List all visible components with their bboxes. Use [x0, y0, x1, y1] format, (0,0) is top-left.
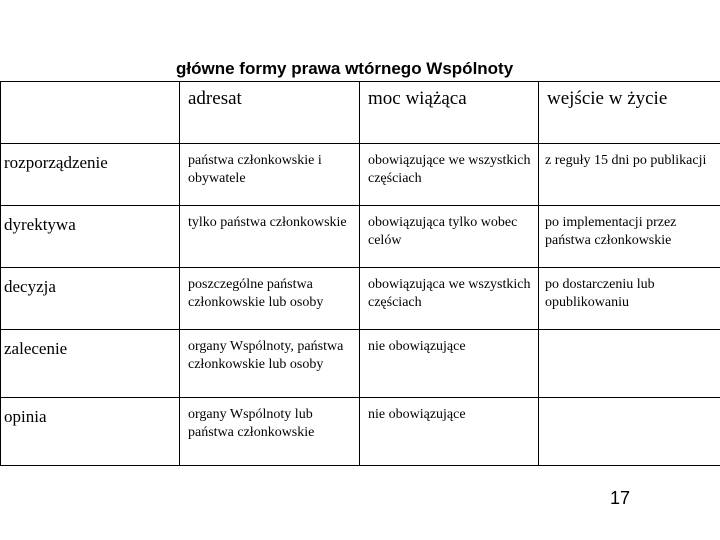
page-number: 17 — [610, 488, 631, 508]
addressee-cell: tylko państwa członkowskie — [180, 206, 360, 268]
binding-cell: obowiązująca we wszystkich częściach — [360, 268, 539, 330]
table-row — [1, 206, 720, 268]
header-cell-form — [1, 82, 180, 144]
binding-cell: nie obowiązujące — [360, 398, 539, 466]
addressee-cell: państwa członkowskie i obywatele — [180, 144, 360, 206]
form-cell: rozporządzenie — [1, 144, 180, 206]
entry-cell: z reguły 15 dni po publikacji — [539, 144, 720, 206]
binding-cell: obowiązujące we wszystkich częściach — [360, 144, 539, 206]
entry-cell — [539, 398, 720, 466]
page-title: główne formy prawa wtórnego Wspólnoty — [176, 59, 514, 78]
entry-cell: po dostarczeniu lub opublikowaniu — [539, 268, 720, 330]
addressee-cell: organy Wspólnoty, państwa członkowskie lub osoby — [180, 330, 360, 398]
binding-cell: nie obowiązujące — [360, 330, 539, 398]
header-cell-binding: moc wiążąca — [360, 82, 539, 144]
form-cell: decyzja — [1, 268, 180, 330]
table-header-row — [1, 82, 720, 144]
form-cell: opinia — [1, 398, 180, 466]
form-cell: zalecenie — [1, 330, 180, 398]
header-cell-addressee: adresat — [180, 82, 360, 144]
header-cell-entry: wejście w życie — [539, 82, 720, 144]
addressee-cell: organy Wspólnoty lub państwa członkowskie — [180, 398, 360, 466]
table-row — [1, 330, 720, 398]
form-cell: dyrektywa — [1, 206, 180, 268]
addressee-cell: poszczególne państwa członkowskie lub osoby — [180, 268, 360, 330]
table-row — [1, 268, 720, 330]
binding-cell: obowiązująca tylko wobec celów — [360, 206, 539, 268]
entry-cell: po implementacji przez państwa członkowskie — [539, 206, 720, 268]
entry-cell — [539, 330, 720, 398]
table-row — [1, 398, 720, 466]
legal-forms-table — [0, 81, 720, 466]
table-row — [1, 144, 720, 206]
